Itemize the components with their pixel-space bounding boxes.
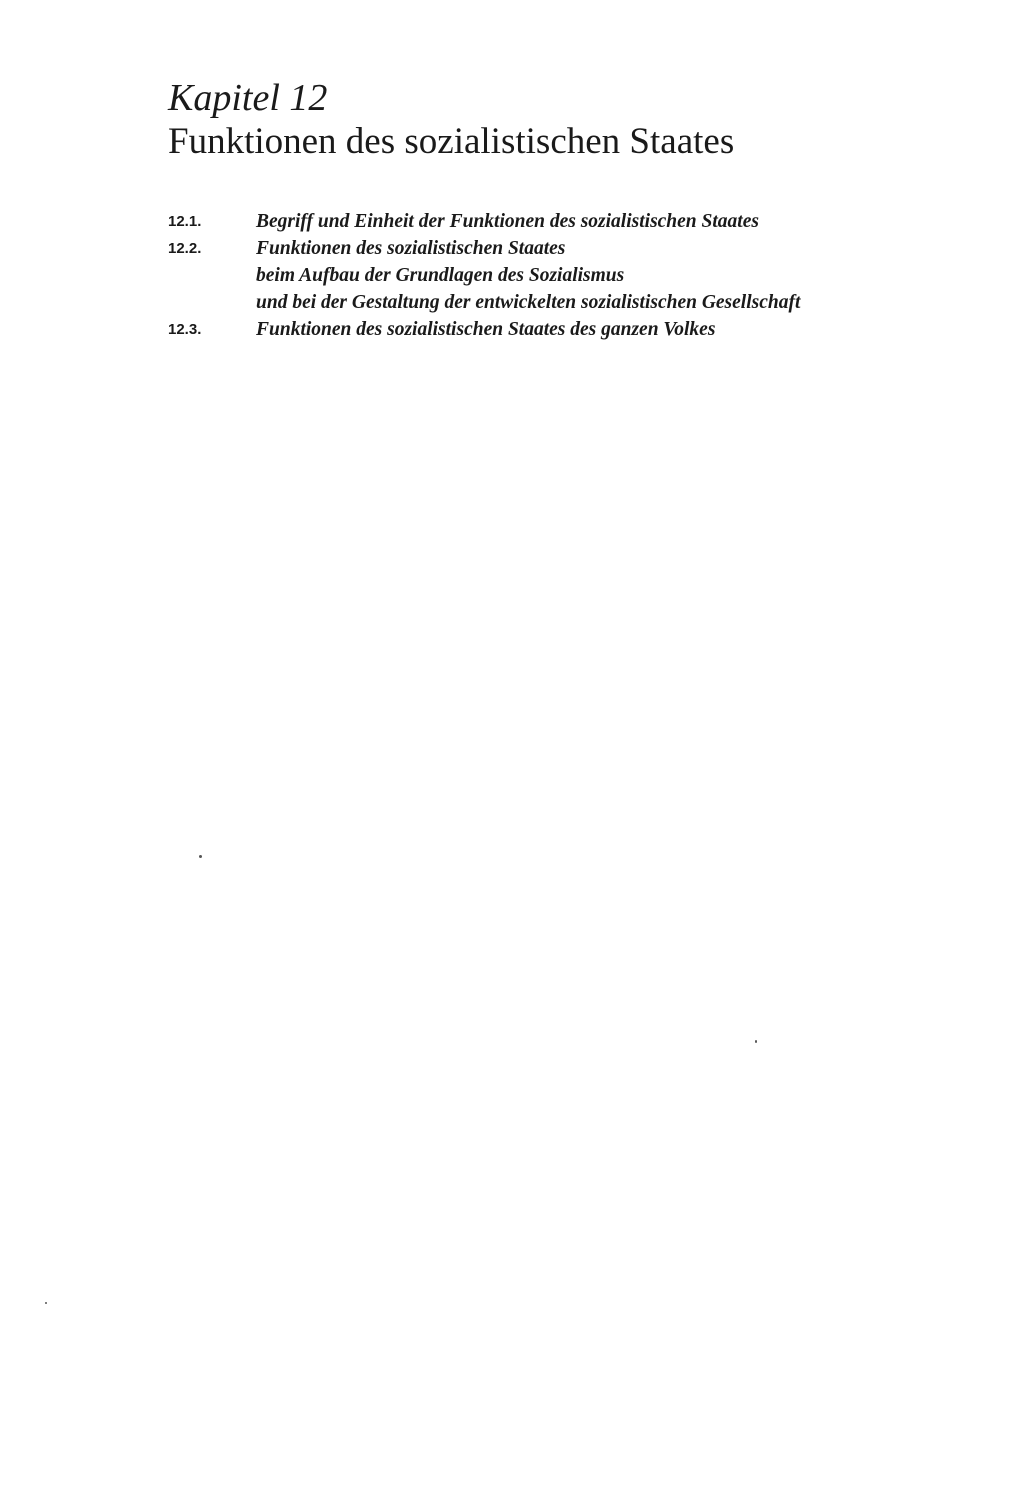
scan-speck	[199, 855, 202, 858]
toc-number: 12.1.	[168, 213, 202, 230]
toc-entry-12-2	[168, 235, 958, 316]
toc-number: 12.2.	[168, 240, 202, 257]
toc-line: Funktionen des sozialistischen Staates des ganzen Volkes	[256, 319, 716, 340]
toc-number: 12.3.	[168, 321, 202, 338]
toc-entry-12-1	[168, 208, 958, 235]
toc-line: Begriff und Einheit der Funktionen des sozialistischen Staates	[256, 211, 759, 232]
toc-text	[256, 316, 715, 343]
toc-text	[256, 235, 800, 316]
toc-line: beim Aufbau der Grundlagen des Sozialismus	[256, 265, 625, 286]
scan-speck	[755, 1040, 757, 1043]
table-of-contents	[168, 208, 958, 343]
toc-entry-12-3	[168, 316, 958, 343]
toc-line: Funktionen des sozialistischen Staates	[256, 238, 566, 259]
chapter-label: Kapitel 12	[168, 77, 328, 119]
scan-speck	[45, 1302, 47, 1304]
chapter-title: Funktionen des sozialistischen Staates	[168, 121, 735, 162]
toc-text	[256, 208, 759, 235]
toc-line: und bei der Gestaltung der entwickelten sozialistischen Gesellschaft	[256, 292, 801, 313]
